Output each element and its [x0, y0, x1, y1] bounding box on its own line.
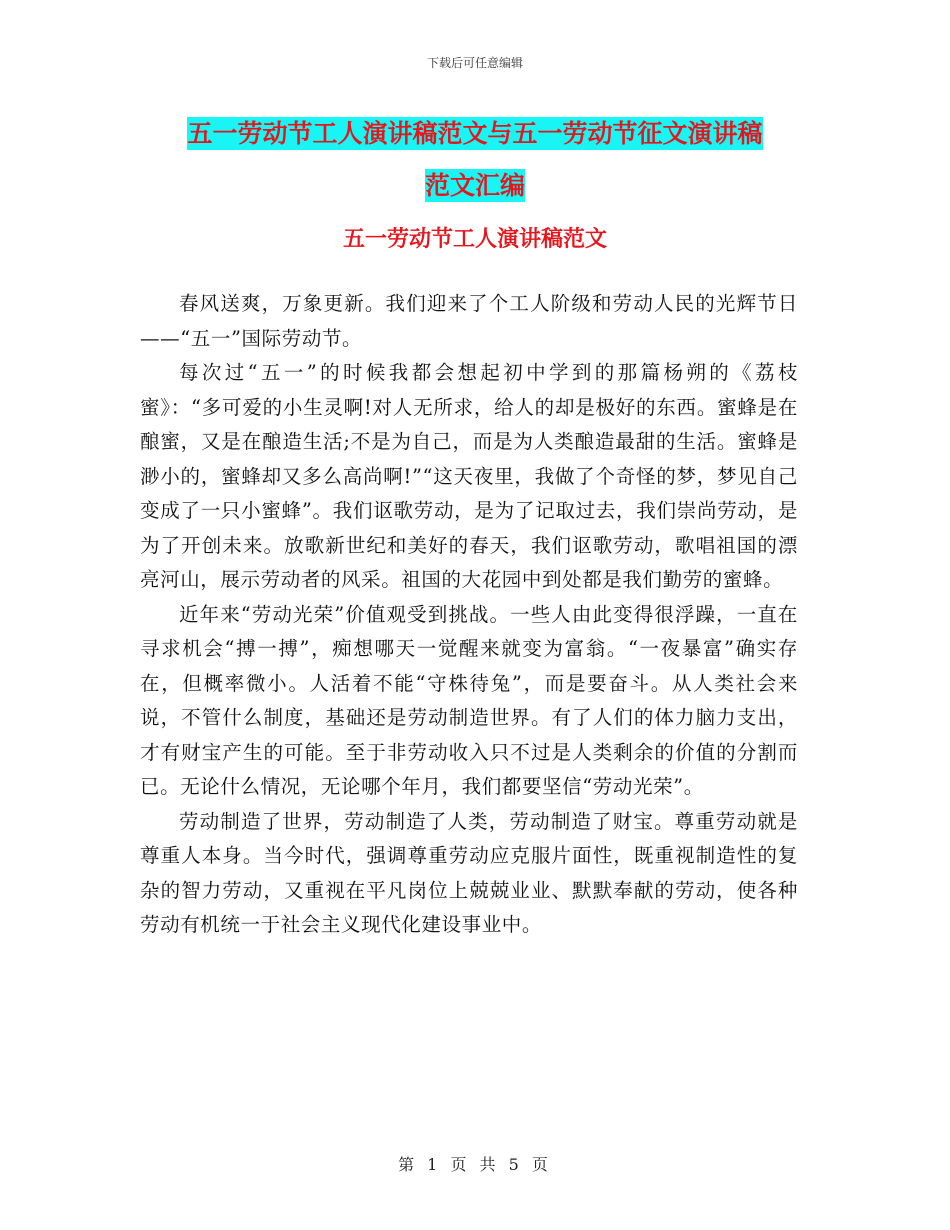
header-note: 下载后可任意编辑 — [426, 56, 523, 70]
document-title — [140, 108, 810, 212]
paragraph-4: 劳动制造了世界，劳动制造了人类，劳动制造了财宝。尊重劳动就是尊重人本身。当今时代，强调尊重劳动应克服片面性，既重视制造性的复杂的智力劳动，又重视在平凡岗位上兢兢业业、默默奉献的劳动，使各种劳动有机统一于社会主义现代化建设事业中。 — [140, 809, 798, 936]
page-footer: 第 1 页 共 5 页 — [398, 1155, 552, 1174]
article-body — [140, 287, 798, 943]
paragraph-3: 近年来“劳动光荣”价值观受到挑战。一些人由此变得很浮躁，一直在寻求机会“搏一搏”，痴想哪天一觉醒来就变为富翁。“一夜暴富”确实存在，但概率微小。人活着不能“守株待兔”，而是要奋斗。从人类社会来说，不管什么制度，基础还是劳动制造世界。有了人们的体力脑力支出，才有财宝产生的可能。至于非劳动收入只不过是人类剩余的价值的分割而已。无论什么情况，无论哪个年月，我们都要坚信“劳动光荣”。 — [140, 602, 798, 798]
section-title: 五一劳动节工人演讲稿范文 — [342, 227, 607, 252]
document-title-line-2: 范文汇编 — [424, 171, 525, 200]
paragraph-1: 春风送爽，万象更新。我们迎来了个工人阶级和劳动人民的光辉节日——“五一”国际劳动节。 — [140, 292, 798, 350]
document-title-line-1: 五一劳动节工人演讲稿范文与五一劳动节征文演讲稿 — [187, 119, 763, 148]
paragraph-2: 每次过“五一”的时候我都会想起初中学到的那篇杨朔的《荔枝蜜》：“多可爱的小生灵啊!对人无所求，给人的却是极好的东西。蜜蜂是在酿蜜，又是在酿造生活;不是为自己，而是为人类酿造最甜的生活。蜜蜂是渺小的，蜜蜂却又多么高尚啊!”“这天夜里，我做了个奇怪的梦，梦见自己变成了一只小蜜蜂”。我们讴歌劳动，是为了记取过去，我们崇尚劳动，是为了开创未来。放歌新世纪和美好的春天，我们讴歌劳动，歌唱祖国的漂亮河山，展示劳动者的风采。祖国的大花园中到处都是我们勤劳的蜜蜂。 — [140, 361, 798, 591]
